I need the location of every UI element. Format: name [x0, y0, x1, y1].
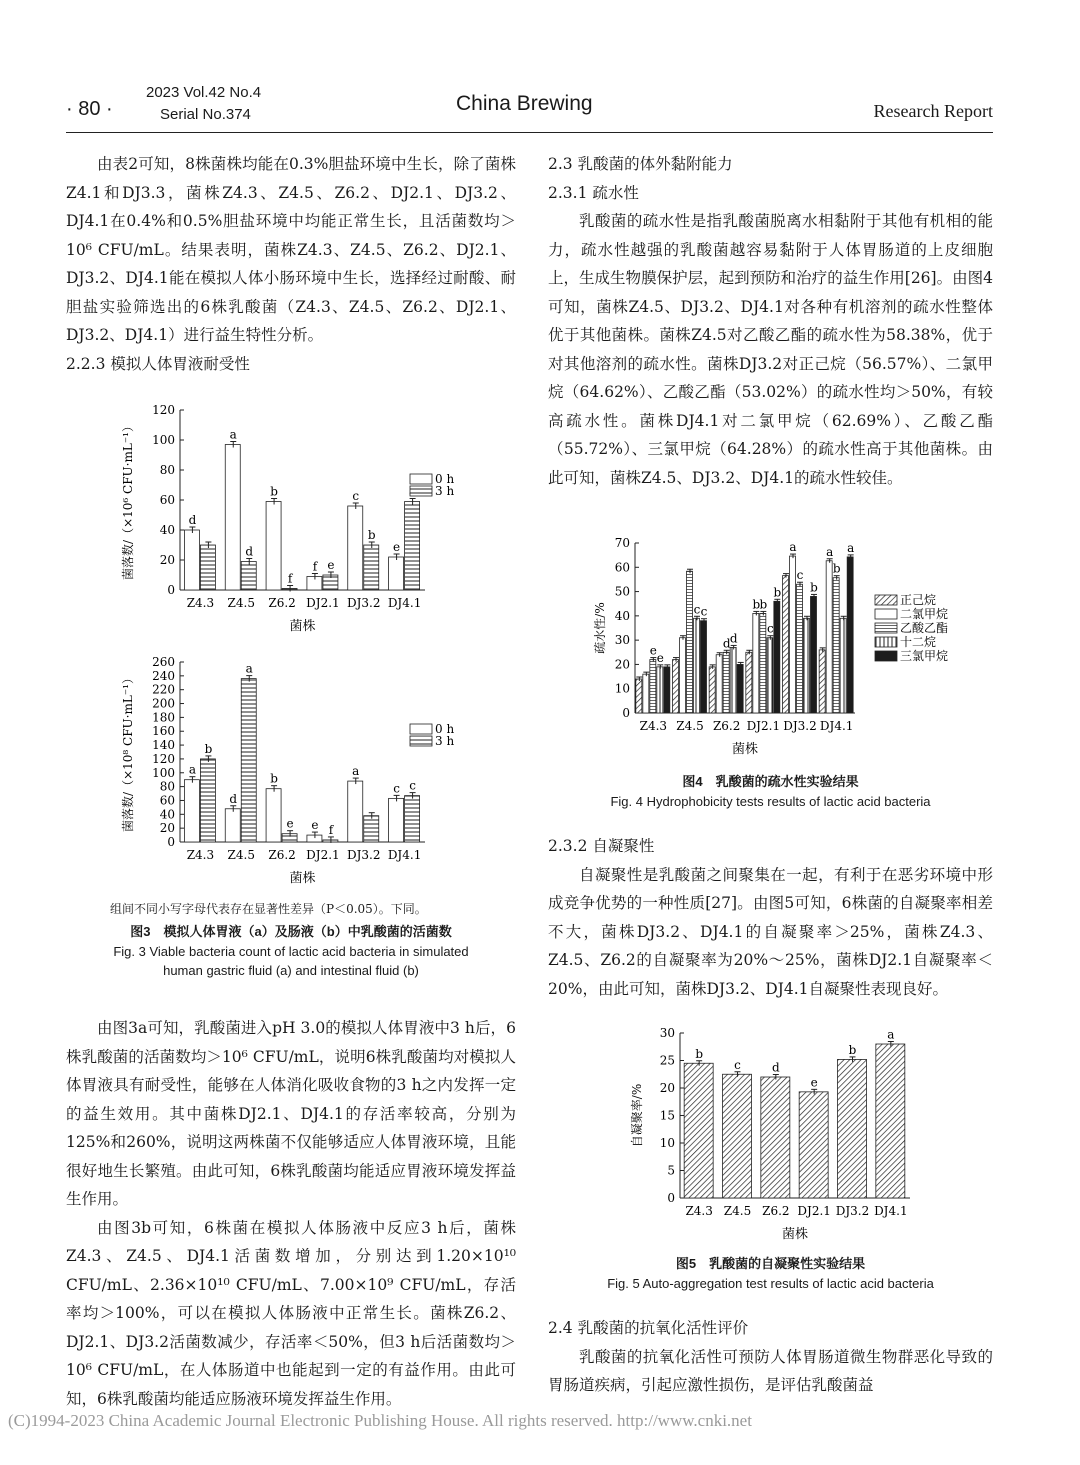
left-paragraph-1: 由表2可知，8株菌株均能在0.3%胆盐环境中生长，除了菌株Z4.1和DJ3.3，菌株Z4.3、Z4.5、Z6.2、DJ2.1、DJ3.2、DJ4.1在0.4%和0.5%胆盐环境中均能正常生长，且活菌数均＞10⁶ CFU/mL。结果表明，菌株Z4.3、Z4.5、Z6.2、DJ2.1、DJ3.2、DJ4.1能在模拟人体小肠环境中生长，选择经过耐酸、耐胆盐实验筛选出的6株乳酸菌（Z4.3、Z4.5、Z6.2、DJ2.1、DJ3.2、DJ4.1）进行益生特性分析。 — [66, 155, 516, 344]
bar — [790, 556, 796, 713]
legend-label: 3 h — [435, 734, 455, 748]
figure-4-caption-zh: 图4 乳酸菌的疏水性实验结果 — [682, 774, 859, 789]
bar — [266, 789, 281, 842]
figure-3b — [110, 650, 480, 890]
bar — [797, 584, 803, 713]
right-column-mid — [548, 832, 993, 1003]
bar — [389, 557, 404, 590]
significance-label: f — [328, 822, 334, 837]
bar — [266, 502, 281, 591]
figure-4-caption-en: Fig. 4 Hydrophobicity tests results of lactic acid bacteria — [610, 794, 931, 809]
significance-label: c — [409, 778, 416, 793]
significance-label: b — [832, 561, 841, 576]
bar — [737, 664, 743, 713]
y-axis-title: 自凝聚率/% — [630, 1083, 644, 1148]
significance-label: a — [887, 1027, 895, 1042]
y-tick-label: 15 — [659, 1108, 675, 1123]
significance-label: d — [771, 1060, 780, 1075]
significance-label: e — [286, 816, 294, 831]
y-tick-label: 240 — [152, 668, 175, 683]
y-tick-label: 10 — [659, 1136, 675, 1150]
x-tick-label: DJ2.1 — [306, 848, 340, 862]
x-tick-label: Z4.3 — [685, 1204, 713, 1218]
volume-line: 2023 Vol.42 No.4 — [146, 84, 262, 101]
significance-label: c — [734, 1057, 741, 1072]
bar — [680, 638, 686, 713]
significance-label: b — [759, 597, 768, 612]
bar — [282, 834, 297, 842]
bar — [405, 796, 420, 842]
bar — [673, 660, 679, 713]
bar — [184, 530, 199, 590]
x-tick-label: Z6.2 — [268, 848, 296, 862]
significance-label: b — [695, 1046, 704, 1061]
significance-label: b — [810, 580, 818, 595]
y-tick-label: 160 — [152, 724, 175, 739]
significance-label: a — [789, 540, 797, 555]
y-tick-label: 10 — [614, 681, 630, 696]
bar — [200, 545, 215, 590]
x-axis-title: 菌株 — [731, 742, 759, 757]
bar — [783, 576, 789, 713]
header-rule — [66, 132, 993, 133]
significance-label: c — [393, 781, 400, 796]
legend-swatch — [875, 609, 897, 619]
bar — [774, 601, 780, 713]
y-tick-label: 120 — [152, 403, 175, 417]
figure-3a — [110, 395, 480, 645]
bar — [657, 667, 663, 713]
bar — [730, 647, 736, 713]
bar — [701, 621, 707, 713]
x-axis-title: 菌株 — [781, 1227, 809, 1242]
significance-label: d — [245, 544, 254, 559]
x-tick-label: Z4.5 — [227, 848, 255, 862]
significance-label: a — [847, 540, 855, 555]
bar — [200, 759, 215, 842]
significance-label: b — [204, 741, 213, 756]
page-header — [0, 0, 1080, 140]
y-tick-label: 200 — [152, 696, 175, 711]
x-tick-label: Z4.5 — [723, 1204, 752, 1218]
legend-label: 正己烷 — [900, 593, 937, 607]
legend-swatch — [410, 474, 432, 484]
bar — [364, 545, 379, 590]
x-tick-label: Z4.3 — [186, 848, 215, 862]
significance-label: e — [649, 643, 657, 658]
bar — [282, 589, 297, 591]
y-tick-label: 180 — [152, 710, 175, 725]
bar — [811, 596, 817, 713]
x-tick-label: Z6.2 — [268, 596, 296, 610]
y-tick-label: 5 — [667, 1163, 675, 1178]
bar — [833, 578, 839, 713]
y-tick-label: 0 — [167, 835, 175, 849]
y-tick-label: 80 — [159, 463, 175, 477]
y-tick-label: 0 — [167, 583, 175, 597]
significance-label: d — [722, 636, 731, 651]
figure-3-caption-en-1: Fig. 3 Viable bacteria count of lactic acid bacteria in simulated — [113, 944, 469, 959]
section-heading-2-3-2: 2.3.2 自凝聚性 — [548, 837, 655, 855]
significance-label: d — [729, 631, 738, 646]
x-tick-label: Z4.5 — [227, 596, 255, 610]
bar — [225, 445, 240, 591]
journal-name: China Brewing — [456, 92, 593, 115]
left-column-top — [66, 150, 516, 378]
volume-info — [146, 82, 261, 126]
x-tick-label: DJ4.1 — [387, 596, 422, 610]
y-axis-title: 菌落数/（×10⁸ CFU·mL⁻¹） — [121, 672, 135, 832]
significance-label: c — [693, 602, 701, 617]
figure-3-caption — [66, 922, 516, 980]
significance-label: b — [367, 528, 376, 542]
x-tick-label: Z6.2 — [762, 1204, 790, 1218]
y-tick-label: 60 — [159, 493, 175, 507]
bar — [723, 1074, 752, 1198]
significance-label: a — [229, 427, 237, 442]
bar — [364, 816, 379, 842]
bar — [847, 557, 853, 713]
bar — [241, 679, 256, 842]
bar — [753, 613, 759, 713]
y-tick-label: 0 — [667, 1191, 675, 1205]
x-tick-label: DJ4.1 — [874, 1204, 908, 1218]
significance-label: a — [188, 762, 196, 777]
y-tick-label: 70 — [614, 536, 630, 550]
y-tick-label: 20 — [614, 657, 630, 672]
y-tick-label: 100 — [152, 765, 175, 780]
bar — [799, 1092, 828, 1198]
significance-label: f — [312, 559, 318, 574]
x-tick-label: Z4.5 — [676, 719, 704, 733]
legend-swatch — [875, 623, 897, 633]
legend-swatch — [875, 595, 897, 605]
y-axis-title: 菌落数/（×10⁶ CFU·mL⁻¹） — [121, 420, 135, 580]
significance-label: a — [352, 764, 360, 779]
bar — [804, 618, 810, 713]
section-heading-2-4: 2.4 乳酸菌的抗氧化活性评价 — [548, 1319, 749, 1337]
significance-label: e — [311, 818, 319, 833]
bar — [761, 1077, 790, 1198]
figure-5 — [625, 1018, 925, 1248]
significance-label: e — [656, 650, 664, 665]
y-tick-label: 80 — [159, 779, 175, 794]
significance-label: d — [188, 513, 197, 527]
legend-label: 十二烷 — [900, 635, 937, 649]
section-heading-2-2-3: 2.2.3 模拟人体胃液耐受性 — [66, 354, 250, 373]
y-tick-label: 260 — [152, 655, 175, 669]
y-tick-label: 60 — [159, 793, 175, 808]
legend-swatch — [875, 637, 897, 647]
y-tick-label: 40 — [159, 807, 175, 822]
bar — [348, 506, 363, 590]
significance-label: e — [393, 540, 401, 554]
significance-label: a — [826, 544, 834, 559]
bar — [694, 618, 700, 713]
y-tick-label: 40 — [159, 523, 175, 537]
x-axis-title: 菌株 — [289, 619, 316, 634]
y-tick-label: 40 — [614, 608, 630, 623]
x-tick-label: DJ4.1 — [819, 719, 854, 733]
legend-label: 0 h — [435, 722, 455, 736]
bar — [876, 1044, 905, 1198]
bar — [840, 618, 846, 713]
section-heading-2-3: 2.3 乳酸菌的体外黏附能力 — [548, 155, 733, 173]
bar — [767, 638, 773, 713]
legend-swatch — [410, 724, 432, 734]
x-tick-label: DJ2.1 — [797, 1204, 831, 1218]
bar — [184, 780, 199, 842]
figure-3-caption-zh: 图3 模拟人体胃液（a）及肠液（b）中乳酸菌的活菌数 — [130, 924, 452, 939]
y-tick-label: 220 — [152, 682, 175, 697]
significance-label: f — [287, 571, 293, 586]
right-paragraph-3: 乳酸菌的抗氧化活性可预防人体胃肠道微生物群恶化导致的胃肠道疾病，引起应激性损伤，是评估乳酸菌益 — [548, 1347, 993, 1394]
legend-swatch — [875, 651, 897, 661]
right-column-top — [548, 150, 993, 492]
y-tick-label: 20 — [659, 1081, 675, 1095]
significance-label: c — [766, 621, 774, 636]
right-column-bottom — [548, 1314, 993, 1400]
x-tick-label: DJ3.2 — [346, 596, 381, 610]
significance-label: a — [245, 661, 253, 676]
significance-label: b — [752, 597, 761, 612]
significance-label: b — [848, 1042, 857, 1057]
significance-label: c — [796, 568, 804, 583]
copyright-footer: (C)1994-2023 China Academic Journal Electronic Publishing House. All rights reserved. http://www.cnki.net — [8, 1411, 752, 1430]
section-name: Research Report — [873, 101, 993, 121]
y-tick-label: 60 — [614, 560, 630, 575]
page-number: · 80 · — [66, 98, 113, 120]
figure-4 — [590, 528, 980, 768]
bar — [664, 667, 670, 713]
bar — [684, 1063, 713, 1198]
significance-label: c — [352, 489, 360, 503]
bar — [225, 809, 240, 842]
right-paragraph-1: 乳酸菌的疏水性是指乳酸菌脱离水相黏附于其他有机相的能力，疏水性越强的乳酸菌越容易黏附于人体胃肠道的上皮细胞上，生成生物膜保护层，起到预防和治疗的益生作用[26]。由图4可知，菌株Z4.5、DJ3.2、DJ4.1对各种有机溶剂的疏水性整体优于其他菌株。菌株Z4.5对乙酸乙酯的疏水性为58.38%，优于对其他溶剂的疏水性。菌株DJ3.2对正己烷（56.57%）、二氯甲烷（64.62%）、乙酸乙酯（53.02%）的疏水性均＞50%，有较高疏水性。菌株DJ4.1对二氯甲烷（62.69%）、乙酸乙酯（55.72%）、三氯甲烷（64.28%）的疏水性高于其他菌株。由此可知，菌株Z4.5、DJ3.2、DJ4.1的疏水性较佳。 — [548, 212, 993, 487]
y-tick-label: 20 — [159, 821, 175, 836]
legend-label: 0 h — [435, 472, 455, 486]
y-tick-label: 100 — [152, 433, 175, 447]
y-tick-label: 0 — [622, 706, 630, 720]
bar — [643, 674, 649, 713]
y-axis-title: 疏水性/% — [593, 602, 607, 654]
legend-label: 乙酸乙酯 — [900, 621, 949, 635]
figure-3-caption-en-2: human gastric fluid (a) and intestinal fluid (b) — [163, 963, 419, 978]
figure-4-caption — [548, 772, 993, 811]
significance-label: d — [229, 791, 238, 806]
y-tick-label: 30 — [614, 633, 630, 648]
significance-label: c — [700, 604, 708, 619]
x-tick-label: Z4.3 — [186, 596, 215, 610]
bar — [760, 613, 766, 713]
y-tick-label: 30 — [659, 1026, 675, 1040]
legend-swatch — [410, 486, 432, 496]
bar — [348, 781, 363, 842]
significance-label: b — [773, 585, 782, 600]
bar — [687, 571, 693, 713]
bar — [241, 562, 256, 591]
x-tick-label: DJ3.2 — [783, 719, 817, 733]
bar — [838, 1059, 867, 1198]
bar — [650, 660, 656, 713]
x-tick-label: DJ2.1 — [306, 596, 340, 610]
x-tick-label: DJ4.1 — [387, 848, 422, 862]
legend-label: 3 h — [435, 484, 455, 498]
y-tick-label: 120 — [152, 751, 175, 766]
bar — [716, 655, 722, 713]
bar — [709, 667, 715, 713]
bar — [819, 650, 825, 713]
bar — [636, 679, 642, 713]
section-heading-2-3-1: 2.3.1 疏水性 — [548, 183, 639, 202]
significance-label: b — [270, 771, 278, 786]
x-tick-label: DJ3.2 — [346, 848, 381, 862]
bar — [826, 561, 832, 713]
figure-5-caption — [548, 1254, 993, 1293]
right-paragraph-2: 自凝聚性是乳酸菌之间聚集在一起，有利于在恶劣环境中形成竞争优势的一种性质[27]。由图5可知，6株菌的自凝聚率相差不大，菌株DJ3.2、DJ4.1的自凝聚率＞25%，菌株Z4.3、Z4.5、Z6.2的自凝聚率为20%～25%，菌株DJ2.1自凝聚率＜20%，由此可知，菌株DJ3.2、DJ4.1自凝聚性表现良好。 — [548, 865, 993, 998]
serial-line: Serial No.374 — [160, 106, 251, 123]
significance-label: e — [810, 1075, 818, 1090]
x-axis-title: 菌株 — [289, 871, 316, 886]
figure-5-caption-zh: 图5 乳酸菌的自凝聚性实验结果 — [675, 1256, 866, 1271]
bar — [389, 798, 404, 842]
x-tick-label: Z4.3 — [639, 719, 668, 733]
left-paragraph-3: 由图3b可知，6株菌在模拟人体肠液中反应3 h后，菌株Z4.3、Z4.5、DJ4.1活菌数增加，分别达到1.20×10¹⁰ CFU/mL、2.36×10¹⁰ CFU/mL、7.00×10⁹ CFU/mL，存活率均＞100%，可以在模拟人体肠液中正常生长。菌株Z6.2、DJ2.1、DJ3.2活菌数减少，存活率＜50%，但3 h后活菌数均＞10⁶ CFU/mL，在人体肠道中也能起到一定的有益作用。由此可知，6株乳酸菌均能适应肠液环境发挥益生作用。 — [66, 1218, 516, 1408]
bar — [746, 652, 752, 713]
bar — [405, 502, 420, 591]
legend-swatch — [410, 736, 432, 746]
y-tick-label: 140 — [152, 738, 175, 753]
significance-label: e — [327, 558, 335, 572]
left-column-bottom — [66, 1014, 516, 1413]
figure-5-caption-en: Fig. 5 Auto-aggregation test results of lactic acid bacteria — [607, 1276, 934, 1291]
figure-3-note: 组间不同小写字母代表存在显著性差异（P＜0.05）。下同。 — [110, 902, 427, 916]
x-tick-label: DJ2.1 — [746, 719, 781, 733]
y-tick-label: 50 — [614, 584, 630, 599]
y-tick-label: 25 — [659, 1053, 675, 1068]
y-tick-label: 20 — [159, 553, 175, 567]
significance-label: b — [270, 484, 278, 499]
x-tick-label: DJ3.2 — [835, 1204, 870, 1218]
legend-label: 三氯甲烷 — [900, 649, 949, 663]
x-tick-label: Z6.2 — [712, 719, 741, 733]
bar — [723, 652, 729, 713]
left-paragraph-2: 由图3a可知，乳酸菌进入pH 3.0的模拟人体胃液中3 h后，6株乳酸菌的活菌数均＞10⁶ CFU/mL，说明6株乳酸菌均对模拟人体胃液具有耐受性，能够在人体消化吸收食物的3 h之内发挥一定的益生效用。其中菌株DJ2.1、DJ4.1的存活率较高，分别为125%和260%，说明这两株菌不仅能够适应人体胃液环境，且能很好地生长繁殖。由此可知，6株乳酸菌均能适应胃液环境发挥益生作用。 — [66, 1019, 516, 1208]
legend-label: 二氯甲烷 — [900, 607, 949, 621]
